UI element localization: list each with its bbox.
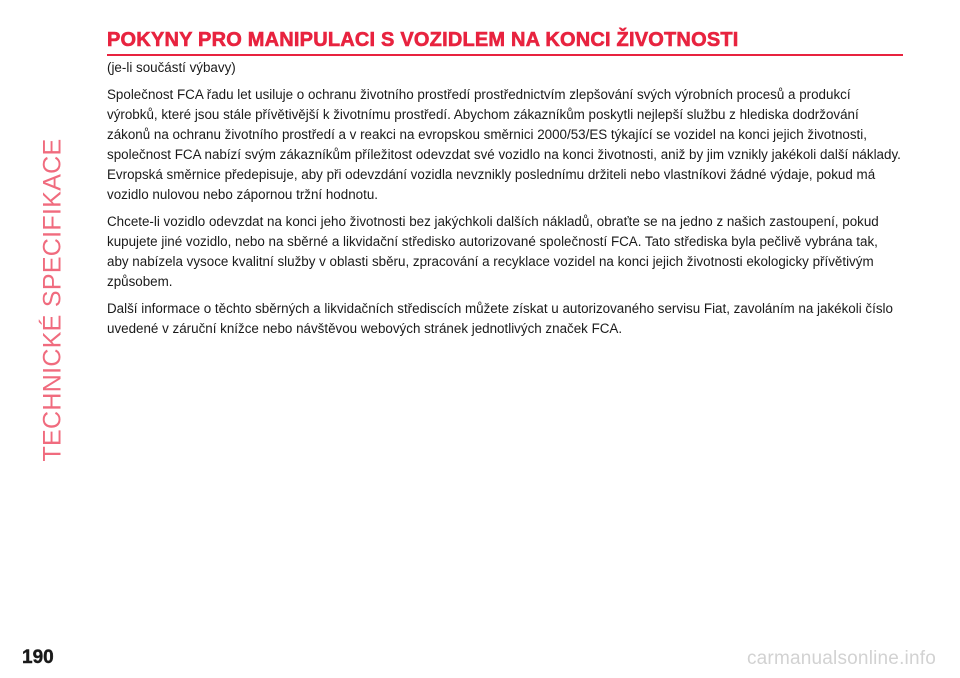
paragraph-1: Společnost FCA řadu let usiluje o ochranu životního prostředí prostřednictvím zlepšování svých výrobních procesů a produkcí výrobků, které jsou stále přívětivější k životnímu prostředí. Abychom zákazníkům poskytli nejlepší službu z hlediska dodržování zákonů na ochranu životního prostředí a v reakci na evropskou směrnici 2000/53/ES týkající se vozidel na konci jejich životnosti, společnost FCA nabízí svým zákazníkům příležitost odevzdat své vozidlo na konci životnosti, aniž by jim vznikly jakékoli další náklady. Evropská směrnice předepisuje, aby při odevzdání vozidla nevznikly poslednímu držiteli nebo vlastníkovi žádné výdaje, pokud má vozidlo nulovou nebo zápornou tržní hodnotu. bbox=[107, 87, 901, 202]
availability-note: (je-li součástí výbavy) bbox=[107, 60, 236, 75]
main-content bbox=[107, 28, 903, 339]
section-heading: POKYNY PRO MANIPULACI S VOZIDLEM NA KONCI ŽIVOTNOSTI bbox=[107, 28, 903, 56]
paragraph-3: Další informace o těchto sběrných a likvidačních střediscích můžete získat u autorizovaného servisu Fiat, zavoláním na jakékoli číslo uvedené v záruční knížce nebo návštěvou webových stránek jednotlivých značek FCA. bbox=[107, 301, 893, 336]
page-number: 190 bbox=[22, 647, 54, 668]
chapter-side-title-text: TECHNICKÉ SPECIFIKACE bbox=[38, 138, 67, 462]
watermark: carmanualsonline.info bbox=[746, 648, 936, 669]
paragraph-2: Chcete-li vozidlo odevzdat na konci jeho životnosti bez jakýchkoli dalších nákladů, obraťte se na jedno z našich zastoupení, pokud kupujete jiné vozidlo, nebo na sběrné a likvidační středisko autorizované společností FCA. Tato střediska byla pečlivě vybrána tak, aby nabízela vysoce kvalitní služby v oblasti sběru, zpracování a recyklace vozidel na konci jejich životnosti ekologicky přívětivým způsobem. bbox=[107, 214, 879, 289]
